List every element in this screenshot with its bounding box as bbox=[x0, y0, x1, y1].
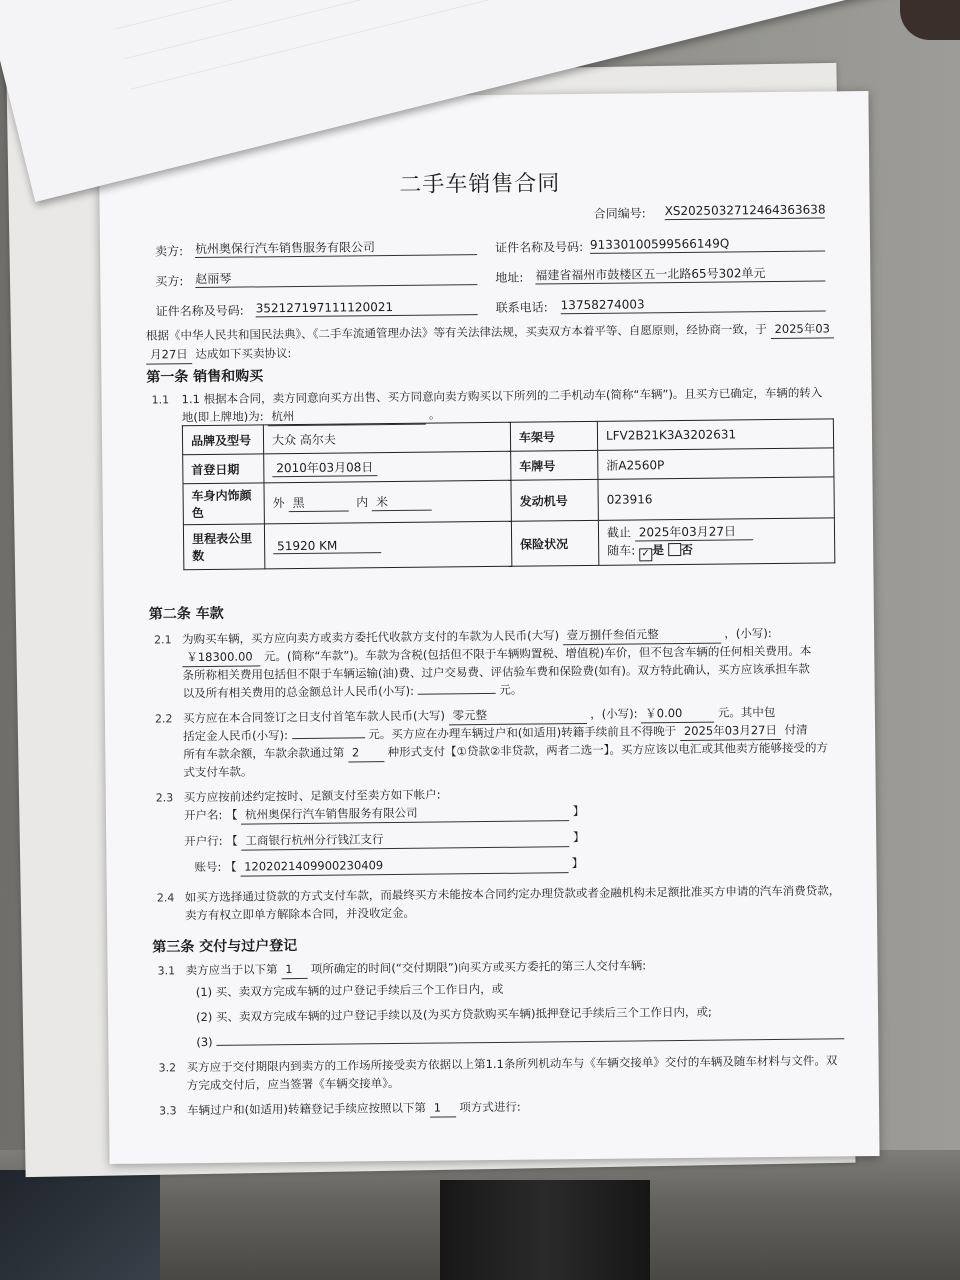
contract-no: XS2025032712464363638 bbox=[664, 202, 826, 219]
seller-id: 91330100599566149Q bbox=[590, 234, 825, 253]
vin-value: LFV2B21K3A3202631 bbox=[597, 419, 833, 450]
no-label: 否 bbox=[680, 542, 694, 557]
mileage-cell bbox=[264, 521, 511, 569]
clause-2-1-text-a: 为购买车辆，买方应向卖方或卖方委托代收款方支付的车款为人民币(大写) bbox=[182, 628, 560, 647]
buyer-address: 福建省福州市鼓楼区五一北路65号302单元 bbox=[535, 264, 825, 284]
account-no-label: 账号: bbox=[194, 859, 222, 875]
clause-2-2-text-c: 括定金人民币(小写): bbox=[183, 728, 289, 744]
balance-deadline: 2025年03月27日 bbox=[680, 721, 781, 741]
engine-value: 023916 bbox=[598, 477, 834, 520]
seller-name: 杭州奥保行汽车销售服务有限公司 bbox=[195, 238, 477, 258]
yes-label: 是 bbox=[652, 543, 665, 558]
delivery-way: 1 bbox=[281, 960, 307, 979]
ins-until: 2025年03月27日 bbox=[635, 522, 753, 541]
plate-value: 浙A2560P bbox=[598, 448, 834, 479]
account-name-label: 开户名: bbox=[183, 807, 223, 823]
price-small-label: ，(小写): bbox=[724, 626, 772, 641]
address-label: 地址: bbox=[495, 270, 524, 285]
seller-label: 卖方: bbox=[154, 244, 184, 259]
preamble bbox=[146, 319, 836, 364]
insurance-cell bbox=[598, 518, 834, 565]
clause-2-2-text-g: 种形式支付【①贷款②非贷款，两者二选一】。买方应该以电汇或其他卖方能够接受的方 bbox=[387, 740, 829, 760]
bracket-right-3: 】 bbox=[571, 856, 584, 871]
clause-2-1-line-d bbox=[183, 681, 523, 703]
total-amount bbox=[418, 693, 496, 695]
buyer-id-label: 证件名称及号码: bbox=[155, 303, 244, 319]
bracket-right-2: 】 bbox=[572, 830, 585, 845]
section-3-title: 第三条 交付与过户登记 bbox=[152, 938, 298, 956]
buyer-label: 买方: bbox=[155, 274, 184, 289]
transfer-way: 1 bbox=[430, 1098, 456, 1117]
clause-3-1-text-a: 卖方应当于以下第 bbox=[185, 962, 278, 978]
mileage-value: 51920 KM bbox=[273, 538, 381, 554]
color-cell bbox=[264, 480, 511, 524]
clause-2-2-text-b: 元。其中包 bbox=[717, 705, 776, 720]
delivery-option-2: (2) 买、卖双方完成车辆的过户登记手续以及(为买方贷款购买车辆)抵押登记手续后三个工作日内，或; bbox=[195, 1004, 712, 1025]
page-title: 二手车销售合同 bbox=[399, 171, 561, 198]
deposit-amount bbox=[292, 737, 365, 739]
delivery-option-1: (1) 买、卖双方完成车辆的过户登记手续后三个工作日内，或 bbox=[195, 981, 504, 1000]
reg-date-label: 首登日期 bbox=[183, 454, 264, 484]
clause-3-1-line-a bbox=[185, 956, 646, 980]
bracket-right-1: 】 bbox=[572, 804, 585, 819]
background-object bbox=[900, 0, 960, 40]
clause-3-2-line-a: 买方应于交付期限内到卖方的工作场所接受卖方依据以上第1.1条所列机动车与《车辆交接单》交付的车辆及随车材料与文件。双 bbox=[186, 1053, 838, 1075]
seller-id-label: 证件名称及号码: bbox=[494, 239, 584, 255]
engine-label: 发动机号 bbox=[511, 479, 598, 521]
bracket-left-2: 【 bbox=[226, 833, 238, 848]
delivery-option-3-row bbox=[196, 1026, 844, 1051]
clause-3-3-line bbox=[187, 1098, 521, 1120]
clause-2-2-text-a: 买方应在本合同签订之日支付首笔车款人民币(大写) bbox=[182, 708, 445, 726]
clause-2-3-num: 2.3 bbox=[155, 791, 174, 805]
bracket-left-1: 【 bbox=[225, 807, 238, 822]
price-small: ￥18300.00 bbox=[182, 647, 260, 667]
contract-no-label: 合同编号: bbox=[593, 206, 646, 221]
bank-label: 开户行: bbox=[184, 833, 223, 849]
color-label: 车身内饰颜色 bbox=[183, 483, 264, 525]
clause-3-2-num: 3.2 bbox=[158, 1061, 177, 1075]
clause-2-1-num: 2.1 bbox=[154, 633, 172, 647]
background-leg bbox=[440, 1180, 650, 1280]
inner-color-label: 内 bbox=[356, 495, 369, 510]
bracket-left-3: 【 bbox=[224, 859, 237, 874]
clause-1-1-line-a: 1.1 根据本合同，卖方同意向买方出售、买方同意向卖方购买以下所列的二手机动车(简称“车辆”)。且买方已确定，车辆的转入 bbox=[181, 385, 823, 407]
clause-3-2-line-b: 方完成交付后，应当签署《车辆交接单》。 bbox=[186, 1075, 400, 1093]
reg-date-value: 2010年03月08日 bbox=[272, 458, 377, 477]
clause-2-2-num: 2.2 bbox=[154, 712, 173, 726]
clause-3-3-num: 3.3 bbox=[158, 1104, 177, 1118]
payment-way: 2 bbox=[348, 743, 384, 762]
first-payment-small-label: ，(小写): bbox=[590, 706, 638, 721]
clause-2-2-text-e: 付清 bbox=[784, 722, 808, 737]
clause-2-1-line-c: 条所称相关费用包括但不限于车辆运输(油)费、过户交易费、评估验车费和保险费(如有)。双方特此确认，买方应该承担车款 bbox=[182, 661, 810, 683]
background-clothing bbox=[0, 1170, 160, 1280]
clause-2-4-num: 2.4 bbox=[156, 891, 175, 905]
follow-label: 随车: bbox=[607, 543, 636, 558]
clause-2-4-line-b: 卖方有权立即单方解除本合同，并没收定金。 bbox=[184, 905, 416, 923]
clause-3-1-text-b: 项所确定的时间(“交付期限”)向买方或买方委托的第三人交付车辆: bbox=[310, 958, 647, 976]
delivery-option-3-blank bbox=[216, 1038, 844, 1046]
section-2-title: 第二条 车款 bbox=[148, 605, 224, 623]
clause-2-1-text-d: 以及所有相关费用的总金额总计人民币(小写): bbox=[182, 683, 415, 701]
clause-3-3-text-a: 车辆过户和(如适用)转籍登记手续应按照以下第 bbox=[186, 1100, 427, 1118]
account-name: 杭州奥保行汽车销售服务有限公司 bbox=[241, 802, 569, 824]
clause-3-3-text-b: 项方式进行: bbox=[459, 1099, 521, 1115]
clause-2-1-text-b: 元。(简称“车款”)。车款为含税(包括但不限于车辆购置税、增值税)车价，但不包含车辆的任何相关费用。本 bbox=[263, 643, 812, 664]
clause-2-3-text: 买方应按前述约定按时、足额支付至卖方如下帐户: bbox=[183, 787, 441, 805]
clause-2-2-line-d: 式支付车款。 bbox=[183, 764, 253, 780]
vin-label: 车架号 bbox=[510, 421, 597, 451]
bank-row bbox=[184, 828, 585, 851]
bank-name: 工商银行杭州分行钱江支行 bbox=[241, 828, 569, 850]
plate-label: 车牌号 bbox=[511, 450, 598, 480]
account-name-row bbox=[184, 802, 585, 825]
registration-place: 杭州 bbox=[267, 406, 425, 427]
buyer-name: 赵丽琴 bbox=[195, 268, 477, 288]
clause-2-1-text-e: 元。 bbox=[499, 682, 523, 697]
delivery-option-3: (3) bbox=[196, 1034, 213, 1050]
section-1-title: 第一条 销售和购买 bbox=[146, 368, 264, 386]
clause-2-2-text-f: 所有车款余额，车款余款通过第 bbox=[183, 745, 345, 762]
inner-color: 米 bbox=[372, 493, 432, 512]
clause-1-1-num: 1.1 bbox=[151, 393, 170, 407]
outer-color-label: 外 bbox=[272, 496, 285, 511]
clause-2-4-line-a: 如买方选择通过贷款的方式支付车款，而最终买方未能按本合同约定办理贷款或者金融机构未足额批准买方申请的汽车消费贷款， bbox=[184, 883, 841, 905]
preamble-date-a: 2025年03 bbox=[770, 319, 834, 339]
ins-until-label: 截止 bbox=[606, 525, 632, 540]
clause-2-2-text-d: 元。买方应在办理车辆过户和(如适用)转籍手续前且不得晚于 bbox=[368, 724, 677, 742]
preamble-text: 根据《中华人民共和国民法典》、《二手车流通管理办法》等有关法律法规，买卖双方本着平等、自愿原则，经协商一致，于 bbox=[145, 322, 767, 343]
clause-1-1-line-b: 地(即上牌地)为: 杭州 。 bbox=[182, 405, 441, 427]
price-upper: 壹万捌仟叁佰元整 bbox=[563, 625, 721, 646]
outer-color: 黑 bbox=[288, 493, 348, 512]
reg-date-cell bbox=[264, 451, 511, 483]
clause-1-1-text-b: 地(即上牌地)为: bbox=[181, 409, 264, 425]
phone-label: 联系电话: bbox=[495, 300, 548, 315]
vehicle-info-table bbox=[182, 418, 835, 570]
first-payment-small: ￥0.00 bbox=[641, 704, 714, 724]
account-no-row bbox=[194, 854, 583, 877]
preamble-end: 达成如下买卖协议: bbox=[195, 346, 292, 362]
buyer-phone: 13758274003 bbox=[561, 294, 826, 314]
insurance-label: 保险状况 bbox=[511, 520, 598, 566]
brand-value: 大众 高尔夫 bbox=[263, 422, 510, 454]
mileage-label: 里程表公里数 bbox=[183, 524, 264, 570]
yes-checkbox: ✓ bbox=[639, 548, 652, 561]
brand-label: 品牌及型号 bbox=[182, 425, 263, 455]
no-checkbox bbox=[668, 543, 681, 556]
account-no: 1202021409900230409 bbox=[240, 854, 568, 876]
preamble-date-b: 月27日 bbox=[146, 345, 192, 364]
first-payment-upper: 零元整 bbox=[448, 705, 586, 725]
clause-3-1-num: 3.1 bbox=[157, 964, 176, 978]
contract-page bbox=[98, 91, 879, 1164]
buyer-id: 352127197111120021 bbox=[256, 298, 478, 317]
